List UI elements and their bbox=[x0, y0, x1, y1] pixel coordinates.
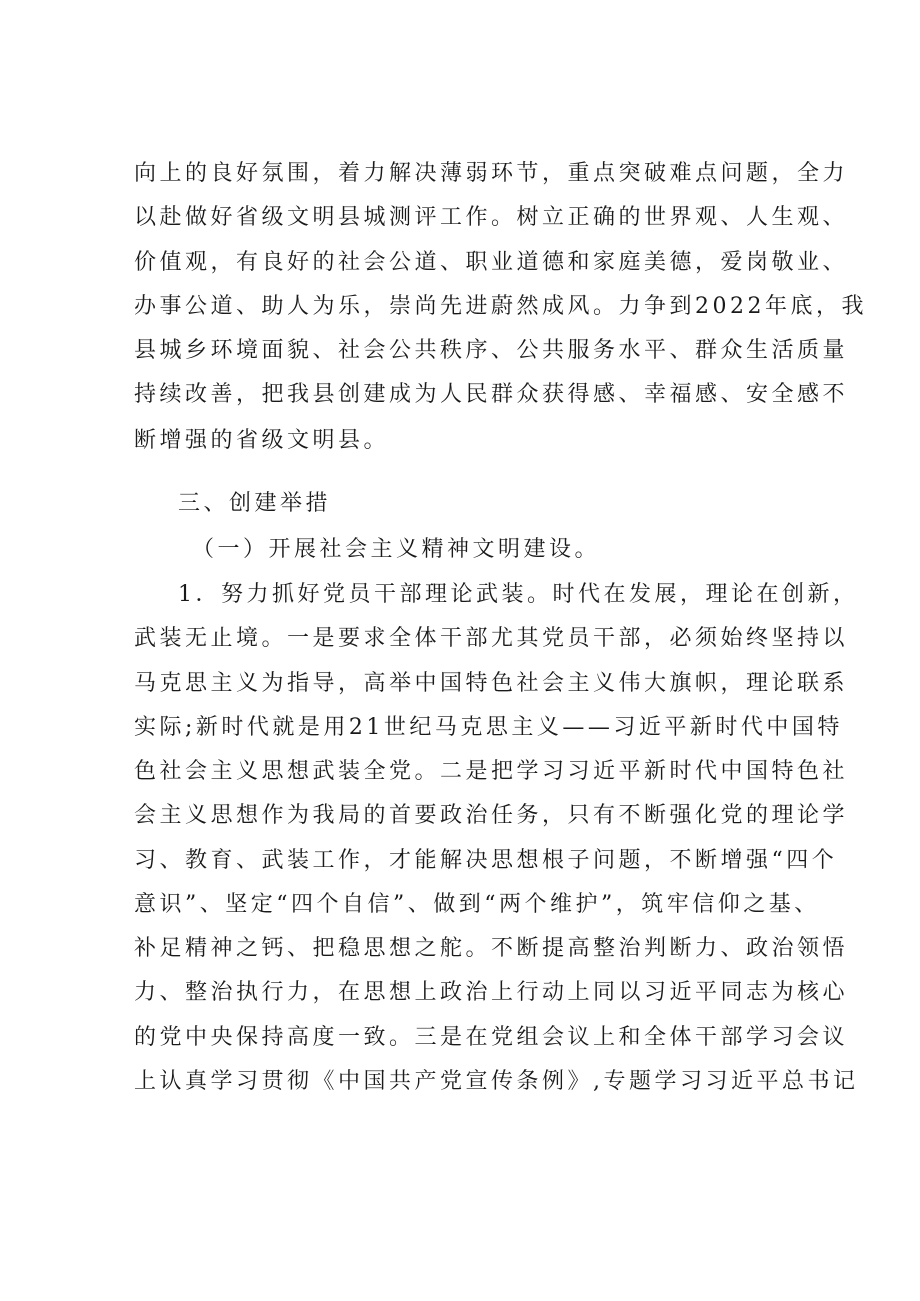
paragraph-line: 会主义思想作为我局的首要政治任务，只有不断强化党的理论学 bbox=[134, 803, 849, 828]
subsection-heading: （一）开展社会主义精神文明建设。 bbox=[192, 537, 601, 562]
paragraph-line: 力、整治执行力，在思想上政治上行动上同以习近平同志为核心 bbox=[134, 980, 849, 1005]
paragraph-line: 持续改善，把我县创建成为人民群众获得感、幸福感、安全感不 bbox=[134, 382, 849, 407]
paragraph-line: 补足精神之钙、把稳思想之舵。不断提高整治判断力、政治领悟 bbox=[134, 936, 849, 961]
paragraph-line: 办事公道、助人为乐，崇尚先进蔚然成风。力争到2022年底，我 bbox=[134, 294, 867, 319]
paragraph-line: 色社会主义思想武装全党。二是把学习习近平新时代中国特色社 bbox=[134, 759, 849, 784]
paragraph-line: 实际;新时代就是用21世纪马克思主义——习近平新时代中国特 bbox=[134, 715, 843, 740]
paragraph-line: 习、教育、武装工作，才能解决思想根子问题，不断增强“四个 bbox=[134, 848, 838, 873]
paragraph-line: 向上的良好氛围，着力解决薄弱环节，重点突破难点问题，全力 bbox=[134, 161, 849, 186]
paragraph-line: 断增强的省级文明县。 bbox=[134, 428, 390, 453]
section-heading: 三、创建举措 bbox=[178, 491, 332, 516]
paragraph-line: 武装无止境。一是要求全体干部尤其党员干部，必须始终坚持以 bbox=[134, 626, 849, 651]
paragraph-line: 上认真学习贯彻《中国共产党宣传条例》,专题学习习近平总书记 bbox=[134, 1069, 859, 1094]
paragraph-line: 价值观，有良好的社会公道、职业道德和家庭美德，爱岗敬业、 bbox=[134, 250, 849, 275]
paragraph-line: 以赴做好省级文明县城测评工作。树立正确的世界观、人生观、 bbox=[134, 205, 849, 230]
paragraph-line: 意识”、坚定“四个自信”、做到“两个维护”，筑牢信仰之基、 bbox=[134, 892, 820, 917]
paragraph-line: 1．努力抓好党员干部理论武装。时代在发展，理论在创新， bbox=[178, 582, 859, 607]
paragraph-line: 马克思主义为指导，高举中国特色社会主义伟大旗帜，理论联系 bbox=[134, 671, 849, 696]
paragraph-line: 的党中央保持高度一致。三是在党组会议上和全体干部学习会议 bbox=[134, 1025, 849, 1050]
paragraph-line: 县城乡环境面貌、社会公共秩序、公共服务水平、群众生活质量 bbox=[134, 338, 849, 363]
